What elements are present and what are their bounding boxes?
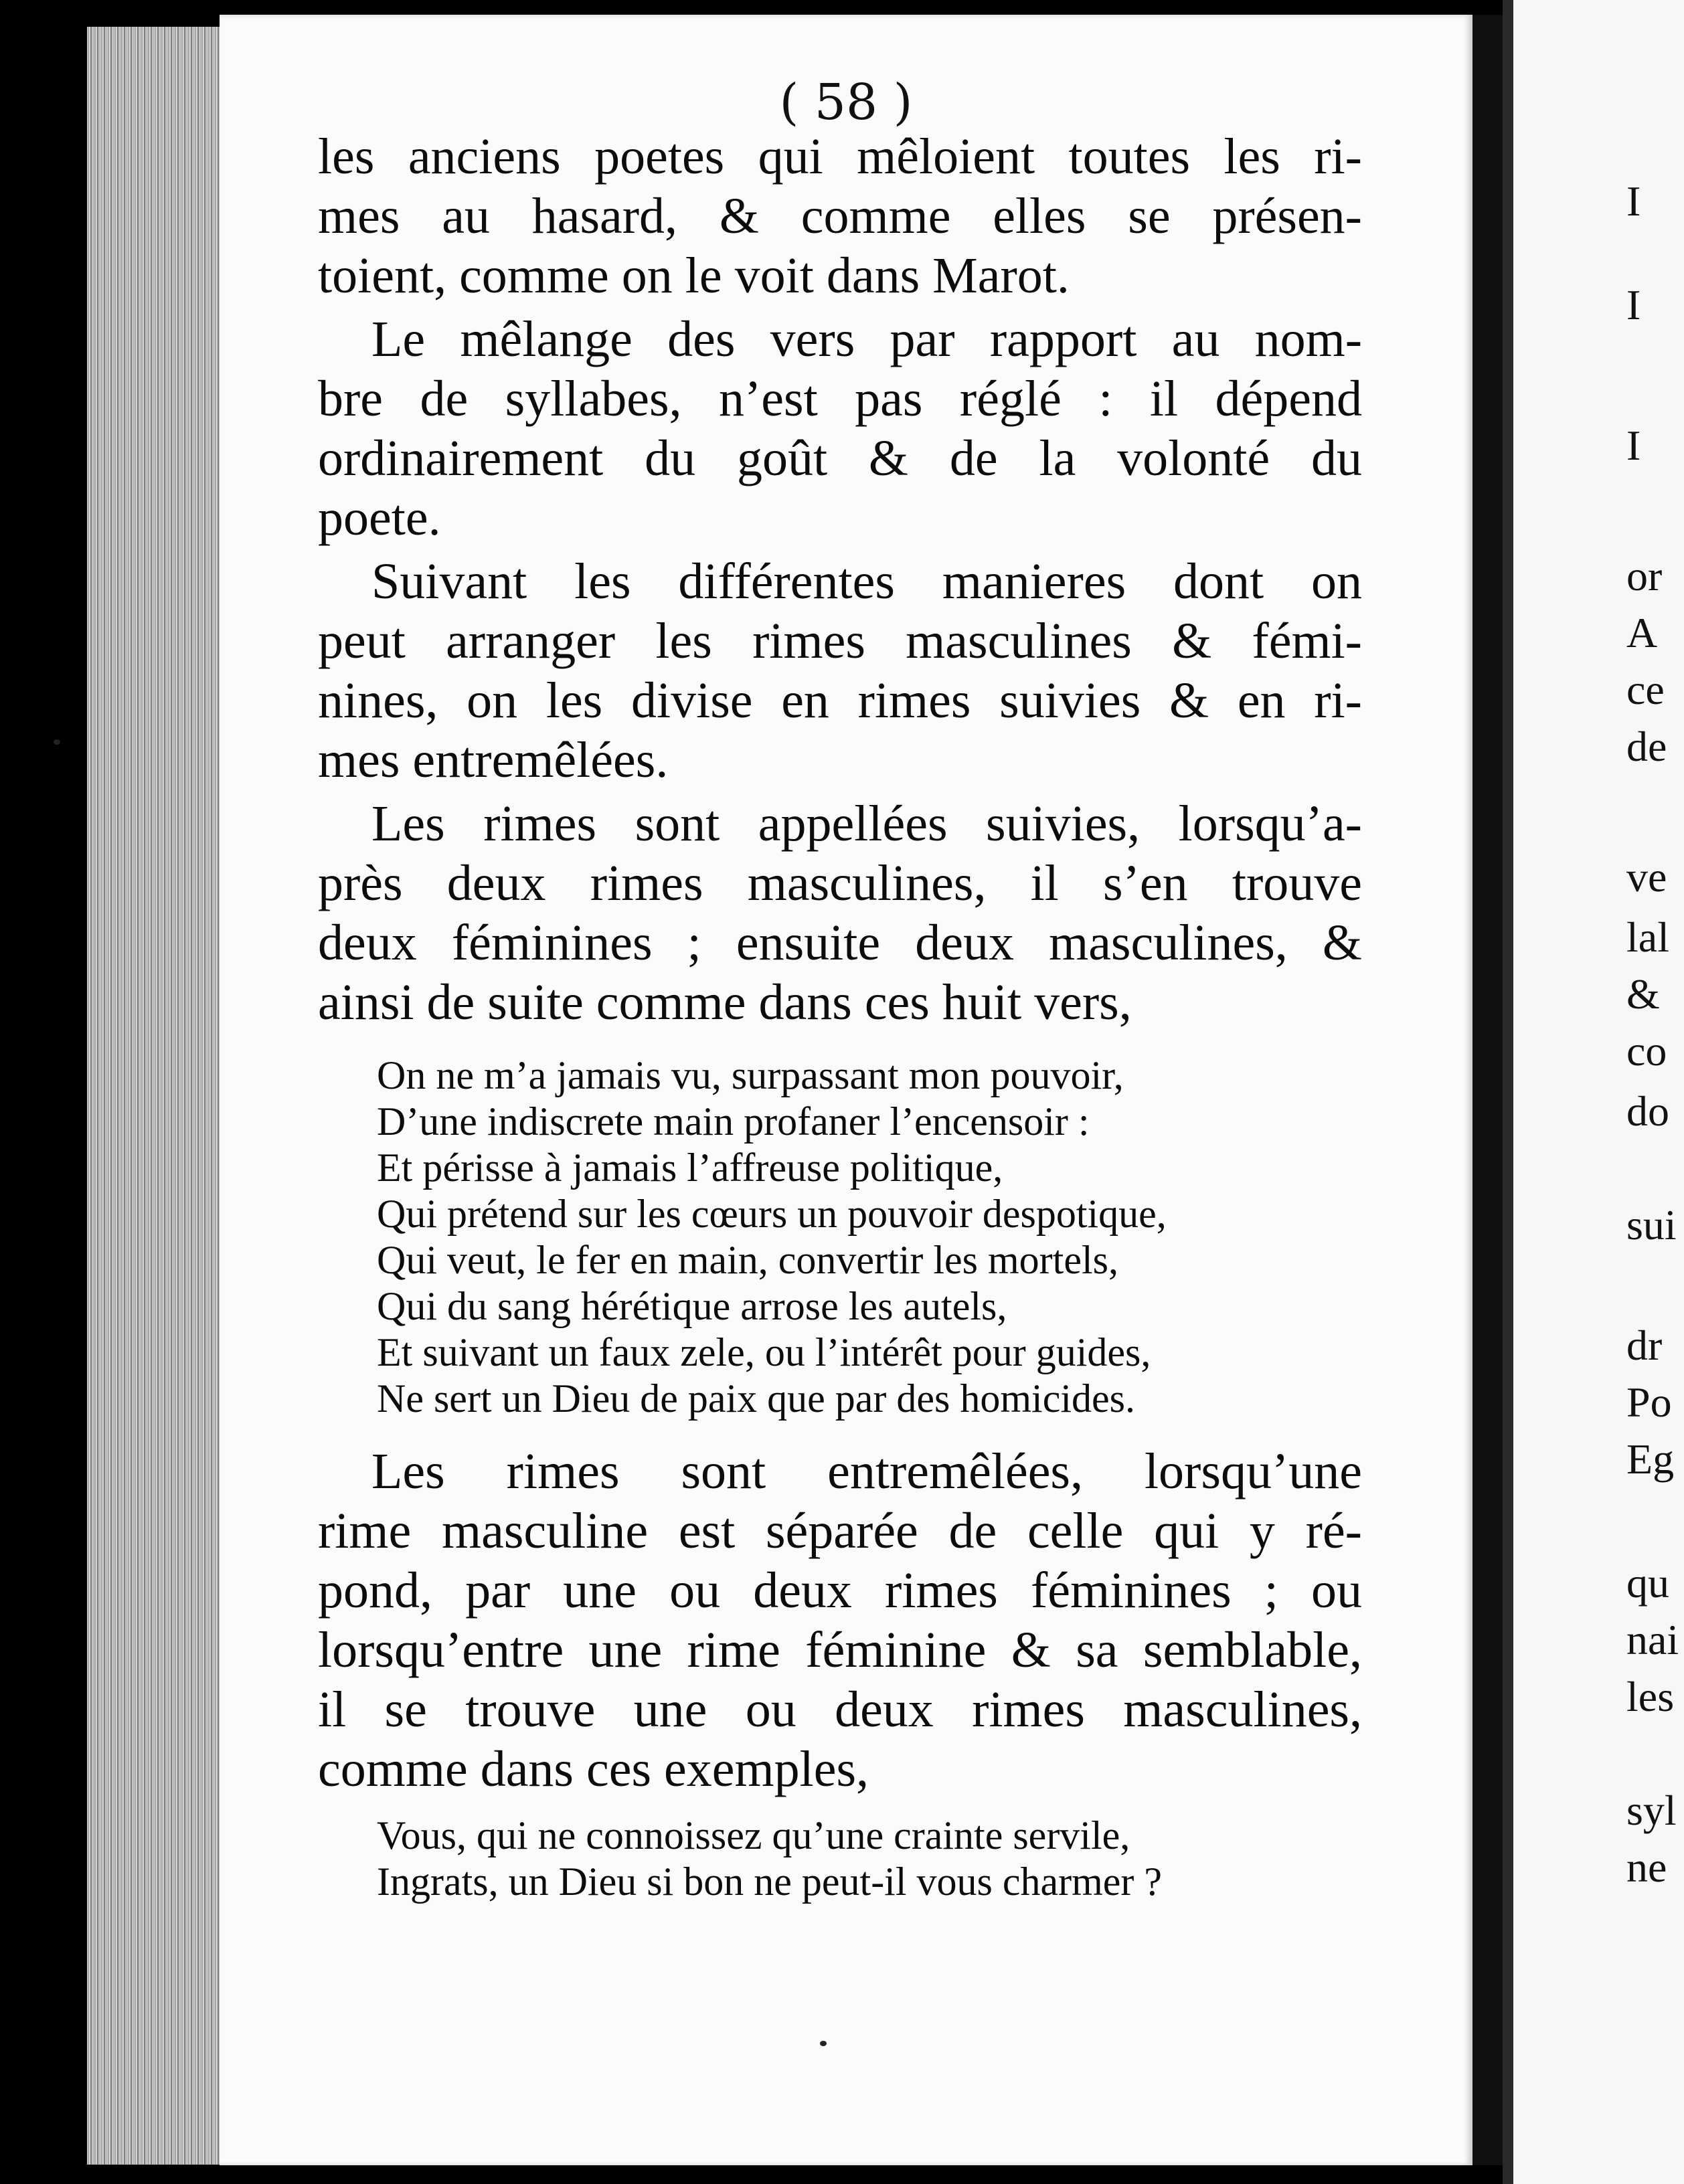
text-line: les anciens poetes qui mêloient toutes les ri- (318, 128, 1362, 185)
right-page-fragment: I (1626, 177, 1641, 225)
page-fore-edge (87, 27, 221, 2165)
verse-line: Vous, qui ne connoissez qu’une crainte servile, (377, 1813, 1130, 1857)
text-line: Les rimes sont entremêlées, lorsqu’une (371, 1443, 1362, 1499)
text-line: comme dans ces exemples, (318, 1741, 869, 1797)
right-page-fragment: qu (1626, 1559, 1669, 1607)
paragraph-1 (318, 127, 1362, 306)
page-number: ( 58 ) (779, 74, 913, 131)
paragraph-2 (318, 310, 1362, 548)
text-line: il se trouve une ou deux rimes masculines, (318, 1681, 1362, 1738)
verse-line: Qui veut, le fer en main, convertir les mortels, (377, 1238, 1118, 1282)
text-line: nines, on les divise en rimes suivies & en ri- (318, 672, 1362, 729)
right-page-fragment: lal (1626, 913, 1669, 961)
ink-speck (820, 2041, 827, 2046)
page-body (318, 127, 1362, 1925)
right-page-fragment: I (1626, 281, 1641, 329)
right-page-fragment: sui (1626, 1201, 1677, 1249)
paragraph-5 (318, 1442, 1362, 1799)
verse-line: Ingrats, un Dieu si bon ne peut-il vous charmer ? (377, 1859, 1163, 1904)
right-page-fragment: dr (1626, 1322, 1663, 1369)
right-page-fragment: nai (1626, 1616, 1679, 1663)
right-page-fragment: ve (1626, 853, 1667, 901)
text-line: mes au hasard, & comme elles se présen- (318, 188, 1362, 244)
right-page-fragment: ce (1626, 666, 1665, 713)
text-line: Suivant les différentes manieres dont on (371, 553, 1362, 610)
right-page-fragment: Po (1626, 1378, 1672, 1426)
right-page-fragment: syl (1626, 1787, 1677, 1834)
ink-speck (54, 739, 60, 745)
text-line: ordinairement du goût & de la volonté du (318, 430, 1362, 486)
book-gutter (1472, 15, 1503, 2165)
text-line: pond, par une ou deux rimes féminines ; ou (318, 1562, 1362, 1619)
text-line: Le mêlange des vers par rapport au nom- (371, 311, 1362, 367)
text-line: bre de syllabes, n’est pas réglé : il dépend (318, 371, 1362, 427)
verse-line: On ne m’a jamais vu, surpassant mon pouvoir, (377, 1053, 1124, 1097)
book-gutter-shadow (1503, 0, 1513, 2184)
text-line: poete. (318, 490, 441, 546)
text-line: Les rimes sont appellées suivies, lorsqu’a- (371, 796, 1362, 852)
text-line: près deux rimes masculines, il s’en trouve (318, 855, 1362, 911)
verse-line: Et périsse à jamais l’affreuse politique, (377, 1146, 1003, 1190)
verse-line: Qui du sang hérétique arrose les autels, (377, 1284, 1007, 1328)
text-line: toient, comme on le voit dans Marot. (318, 248, 1070, 304)
verse-line: D’une indiscrete main profaner l’encensoir : (377, 1099, 1090, 1144)
text-line: deux féminines ; ensuite deux masculines, & (318, 915, 1362, 971)
verse-line: Qui prétend sur les cœurs un pouvoir despotique, (377, 1192, 1167, 1236)
right-page-fragment: ne (1626, 1843, 1667, 1891)
right-page-fragment: A (1626, 609, 1658, 656)
text-line: mes entremêlées. (318, 732, 669, 788)
verse-quotation-2 (377, 1813, 1362, 1905)
verse-quotation-1 (377, 1053, 1362, 1422)
text-line: ainsi de suite comme dans ces huit vers, (318, 974, 1132, 1030)
verse-line: Et suivant un faux zele, ou l’intérêt pour guides, (377, 1330, 1151, 1374)
right-page-fragment: or (1626, 552, 1663, 600)
right-page-fragment: les (1626, 1673, 1675, 1720)
right-page-fragment: Eg (1626, 1435, 1675, 1483)
right-page-fragment: & (1626, 970, 1660, 1018)
right-page-fragment: I (1626, 422, 1641, 469)
paragraph-4 (318, 794, 1362, 1032)
right-page-fragment: de (1626, 723, 1667, 770)
paragraph-3 (318, 552, 1362, 790)
verse-line: Ne sert un Dieu de paix que par des homicides. (377, 1376, 1135, 1421)
right-page-fragment: do (1626, 1087, 1669, 1135)
text-line: lorsqu’entre une rime féminine & sa semblable, (318, 1622, 1362, 1678)
text-line: rime masculine est séparée de celle qui y ré- (318, 1503, 1362, 1559)
text-line: peut arranger les rimes masculines & fémi- (318, 613, 1362, 669)
right-page-fragment: co (1626, 1027, 1667, 1075)
